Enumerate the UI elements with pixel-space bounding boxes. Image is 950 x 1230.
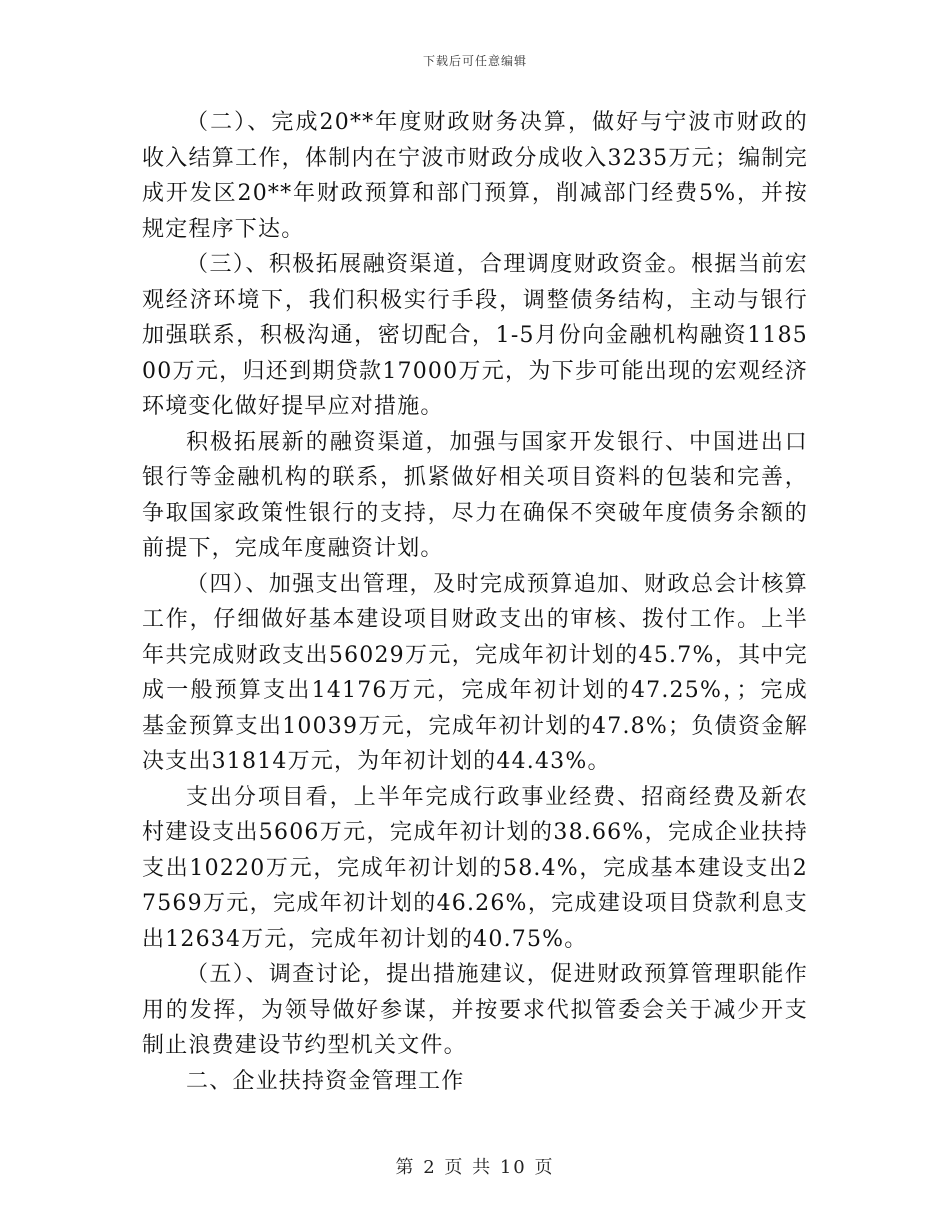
section-heading-enterprise-support: 二、企业扶持资金管理工作 bbox=[186, 1068, 465, 1094]
paragraph-2-budget-settlement: （二）、完成20**年度财政财务决算，做好与宁波市财政的收入结算工作，体制内在宁波市财政分成收入3235万元；编制完成开发区20**年财政预算和部门预算，削减部门经费5%，并按规定程序下达。 bbox=[142, 110, 808, 242]
paragraph-5-research-suggestions: （五）、调查讨论，提出措施建议，促进财政预算管理职能作用的发挥，为领导做好参谋，并按要求代拟管委会关于减少开支制止浪费建设节约型机关文件。 bbox=[142, 962, 808, 1058]
paragraph-3-financing-channels: （三）、积极拓展融资渠道，合理调度财政资金。根据当前宏观经济环境下，我们积极实行手段，调整债务结构，主动与银行加强联系，积极沟通，密切配合，1-5月份向金融机构融资118500万元，归还到期贷款17000万元，为下步可能出现的宏观经济环境变化做好提早应对措施。 bbox=[142, 252, 808, 419]
paragraph-expenditure-breakdown: 支出分项目看，上半年完成行政事业经费、招商经费及新农村建设支出5606万元，完成年初计划的38.66%，完成企业扶持支出10220万元，完成年初计划的58.4%，完成基本建设支出27569万元，完成年初计划的46.26%，完成建设项目贷款利息支出12634万元，完成年初计划的40.75%。 bbox=[142, 784, 808, 952]
page-header: 下载后可任意编辑 bbox=[422, 54, 527, 68]
page-number-footer: 第 2 页 共 10 页 bbox=[395, 1157, 555, 1178]
paragraph-4-expenditure-management: （四）、加强支出管理，及时完成预算追加、财政总会计核算工作，仔细做好基本建设项目财政支出的审核、拨付工作。上半年共完成财政支出56029万元，完成年初计划的45.7%，其中完成一般预算支出14176万元，完成年初计划的47.25%，；完成基金预算支出10039万元，完成年初计划的47.8%；负债资金解决支出31814万元，为年初计划的44.43%。 bbox=[142, 571, 808, 774]
paragraph-new-financing-channels: 积极拓展新的融资渠道，加强与国家开发银行、中国进出口银行等金融机构的联系，抓紧做好相关项目资料的包装和完善，争取国家政策性银行的支持，尽力在确保不突破年度债务余额的前提下，完成年度融资计划。 bbox=[142, 429, 808, 561]
document-body bbox=[142, 105, 808, 1099]
